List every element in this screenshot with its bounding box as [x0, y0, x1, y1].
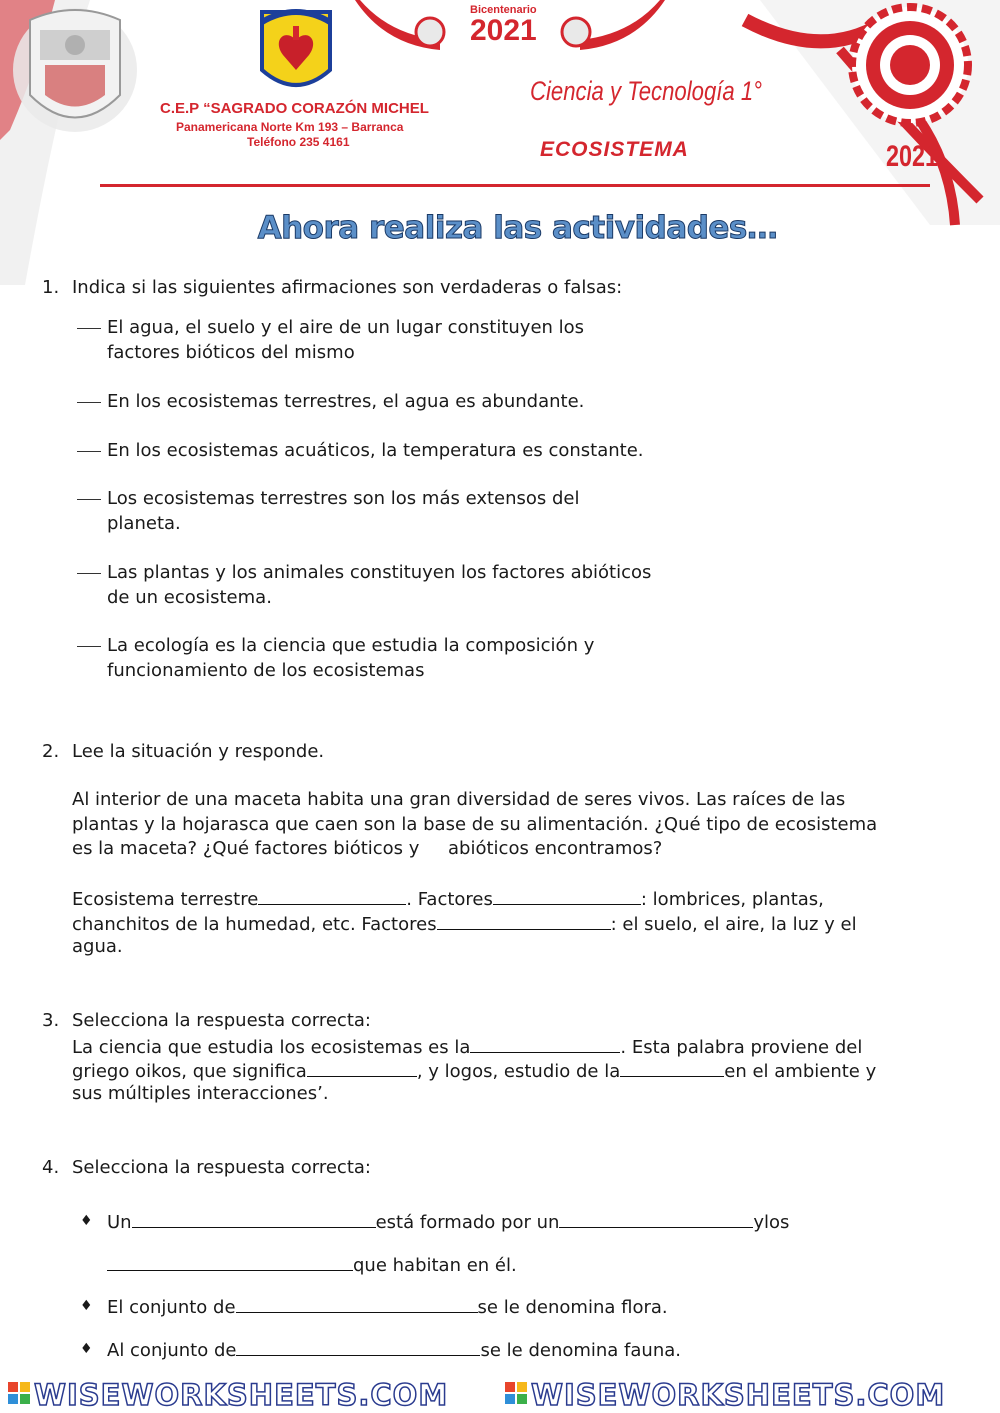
q1-statement: En los ecosistemas acuáticos, la temperatura es constante. [107, 439, 644, 464]
blank-field[interactable] [493, 886, 641, 905]
national-shield-emblem [13, 8, 137, 132]
q1-statement: La ecología es la ciencia que estudia la composición y funcionamiento de los ecosistemas [107, 634, 594, 683]
q2-answer-line: agua. [72, 936, 123, 957]
q3-line: La ciencia que estudia los ecosistemas es la . Esta palabra proviene del [72, 1034, 862, 1061]
course-title: Ciencia y Tecnología 1° [530, 76, 763, 106]
q4-prompt: Selecciona la respuesta correcta: [72, 1157, 371, 1178]
q4-bullet-item: ♦ El conjunto de se le denomina flora. [107, 1294, 668, 1321]
q4-bullet-item: ♦ Al conjunto de se le denomina fauna. [107, 1337, 681, 1364]
q2-paragraph: Al interior de una maceta habita una gran diversidad de seres vivos. Las raíces de las plantas y la hojarasca que caen son la base de su alimentación. ¿Qué tipo de ecosistema es la maceta? ¿Qué factores bióticos y abióticos encontramos? [72, 789, 878, 859]
page-title: Ahora realiza las actividades… [257, 210, 778, 246]
blank-field[interactable] [470, 1034, 620, 1053]
blank-field[interactable] [620, 1058, 724, 1077]
year-label: 2021 [886, 140, 939, 173]
bicentenario-year: 2021 [470, 14, 537, 47]
q4-bullet-continuation: que habitan en él. [107, 1252, 517, 1279]
bullet-icon: ♦ [80, 1341, 93, 1357]
q2-answer-line: Ecosistema terrestre . Factores : lombrices, plantas, [72, 886, 824, 913]
school-crest-emblem [262, 12, 330, 85]
q1-number: 1. [42, 277, 60, 298]
q4-bullet-item: ♦ Un está formado por un ylos [107, 1209, 789, 1236]
header-divider [100, 184, 930, 187]
wiseworksheets-logo-icon [8, 1382, 30, 1404]
q2-prompt: Lee la situación y responde. [72, 741, 325, 762]
q1-statement: El agua, el suelo y el aire de un lugar constituyen los factores bióticos del mismo [107, 316, 584, 365]
q1-prompt: Indica si las siguientes afirmaciones son verdaderas o falsas: [72, 277, 623, 298]
q3-prompt: Selecciona la respuesta correcta: [72, 1010, 371, 1031]
topic-title: ECOSISTEMA [540, 138, 689, 161]
blank-field[interactable] [236, 1294, 478, 1313]
rosette-ribbon [745, 0, 1000, 225]
bullet-icon: ♦ [80, 1298, 93, 1314]
q1-statement: En los ecosistemas terrestres, el agua es abundante. [107, 390, 584, 415]
blank-field[interactable] [236, 1337, 480, 1356]
blank-field[interactable] [437, 911, 611, 930]
q3-number: 3. [42, 1010, 60, 1031]
bicentenario-label: Bicentenario [470, 4, 537, 16]
q2-number: 2. [42, 741, 60, 762]
footer-brand[interactable]: WISEWORKSHEETS.COM [531, 1378, 946, 1412]
q3-line: griego oikos, que significa , y logos, estudio de la en el ambiente y [72, 1058, 876, 1085]
school-address: Panamericana Norte Km 193 – Barranca [176, 120, 404, 134]
q1-statement: Las plantas y los animales constituyen los factores abióticos de un ecosistema. [107, 561, 651, 610]
q2-answer-line: chanchitos de la humedad, etc. Factores : el suelo, el aire, la luz y el [72, 911, 857, 938]
bullet-icon: ♦ [80, 1213, 93, 1229]
wiseworksheets-logo-icon [505, 1382, 527, 1404]
footer-brand[interactable]: WISEWORKSHEETS.COM [34, 1378, 449, 1412]
q3-line: sus múltiples interacciones’. [72, 1083, 329, 1104]
blank-field[interactable] [107, 1252, 353, 1271]
blank-field[interactable] [258, 886, 406, 905]
footer-watermark [0, 1378, 1000, 1413]
q1-statement: Los ecosistemas terrestres son los más extensos del planeta. [107, 487, 580, 536]
q4-number: 4. [42, 1157, 60, 1178]
school-phone: Teléfono 235 4161 [247, 135, 350, 149]
blank-field[interactable] [132, 1209, 376, 1228]
blank-field[interactable] [559, 1209, 753, 1228]
school-name: C.E.P “SAGRADO CORAZÓN MICHEL [160, 100, 429, 117]
blank-field[interactable] [307, 1058, 417, 1077]
